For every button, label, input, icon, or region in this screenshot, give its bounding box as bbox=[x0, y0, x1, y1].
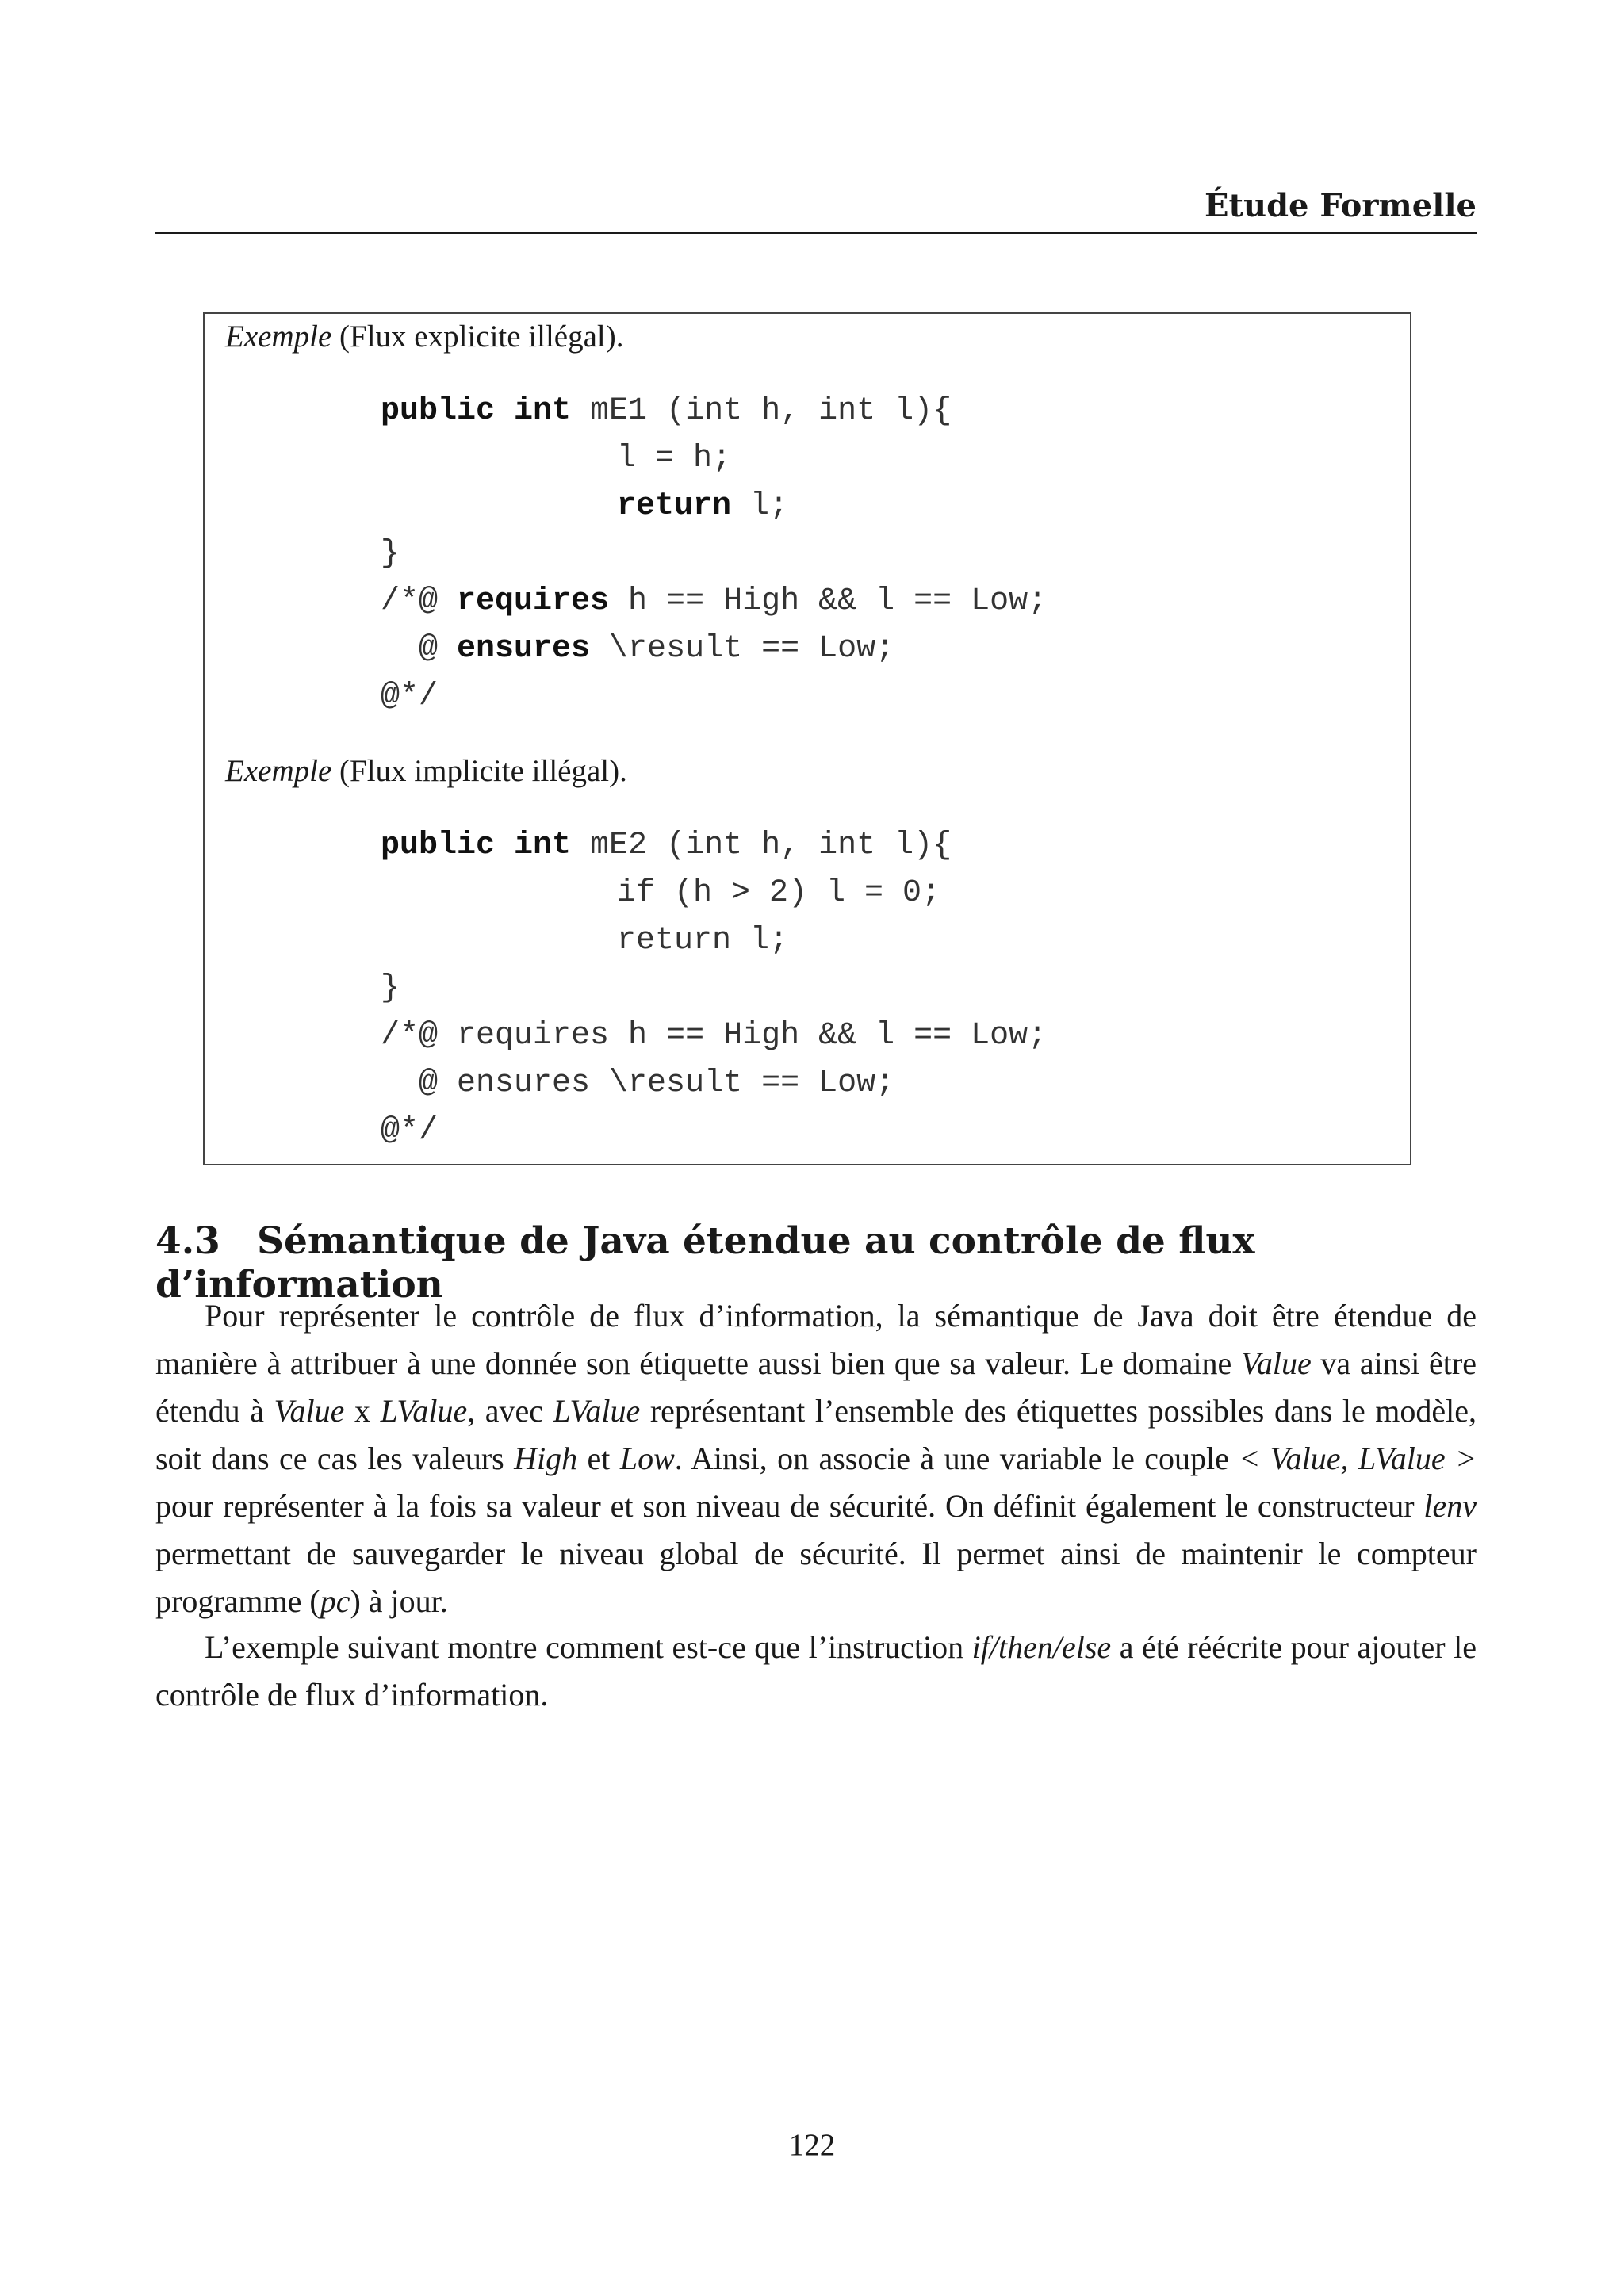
header-rule bbox=[155, 232, 1477, 234]
code-line: @ ensures \result == Low; bbox=[381, 631, 895, 667]
example-1-label: Exemple bbox=[225, 320, 332, 354]
code-line: @*/ bbox=[381, 1113, 439, 1149]
running-head-title: Étude Formelle bbox=[1205, 187, 1477, 224]
example-2-title: (Flux implicite illégal). bbox=[331, 754, 627, 788]
code-line: @*/ bbox=[381, 679, 439, 714]
code-line: l = h; bbox=[617, 441, 732, 476]
section-number: 4.3 bbox=[155, 1219, 220, 1263]
code-line: public int mE2 (int h, int l){ bbox=[381, 828, 952, 863]
code-line: public int mE1 (int h, int l){ bbox=[381, 393, 952, 429]
paragraph-1: Pour représenter le contrôle de flux d’information, la sémantique de Java doit être étendue de manière à attribuer à une donnée son étiquette aussi bien que sa valeur. Le domaine Value va ainsi être étendu à Value x LValue, avec LValue représentant l’ensemble des étiquettes possibles dans le modèle, soit dans ce cas les valeurs High et Low. Ainsi, on associe à une variable le couple < Value, LValue > pour représenter à la fois sa valeur et son niveau de sécurité. On définit également le constructeur lenv permettant de sauvegarder le niveau global de sécurité. Il permet ainsi de maintenir le compteur programme (pc) à jour. bbox=[155, 1298, 1477, 1619]
code-line: /*@ requires h == High && l == Low; bbox=[381, 1018, 1048, 1054]
code-line: return l; bbox=[617, 923, 789, 959]
page-number: 122 bbox=[788, 2128, 836, 2162]
example-box bbox=[203, 312, 1411, 1165]
example-1-caption bbox=[225, 319, 624, 354]
example-1-title: (Flux explicite illégal). bbox=[331, 320, 624, 354]
example-2-caption bbox=[225, 753, 627, 789]
code-line: return l; bbox=[617, 488, 789, 524]
code-line: /*@ requires h == High && l == Low; bbox=[381, 584, 1048, 619]
code-line: if (h > 2) l = 0; bbox=[617, 875, 941, 911]
section-title-text: Sémantique de Java étendue au contrôle de flux d’information bbox=[155, 1219, 1255, 1307]
paragraph-2: L’exemple suivant montre comment est-ce que l’instruction if/then/else a été réécrite pour ajouter le contrôle de flux d’information. bbox=[155, 1629, 1477, 1712]
code-line: @ ensures \result == Low; bbox=[381, 1066, 895, 1101]
example-2-label: Exemple bbox=[225, 754, 332, 788]
code-line: } bbox=[381, 536, 400, 572]
code-line: } bbox=[381, 970, 400, 1006]
